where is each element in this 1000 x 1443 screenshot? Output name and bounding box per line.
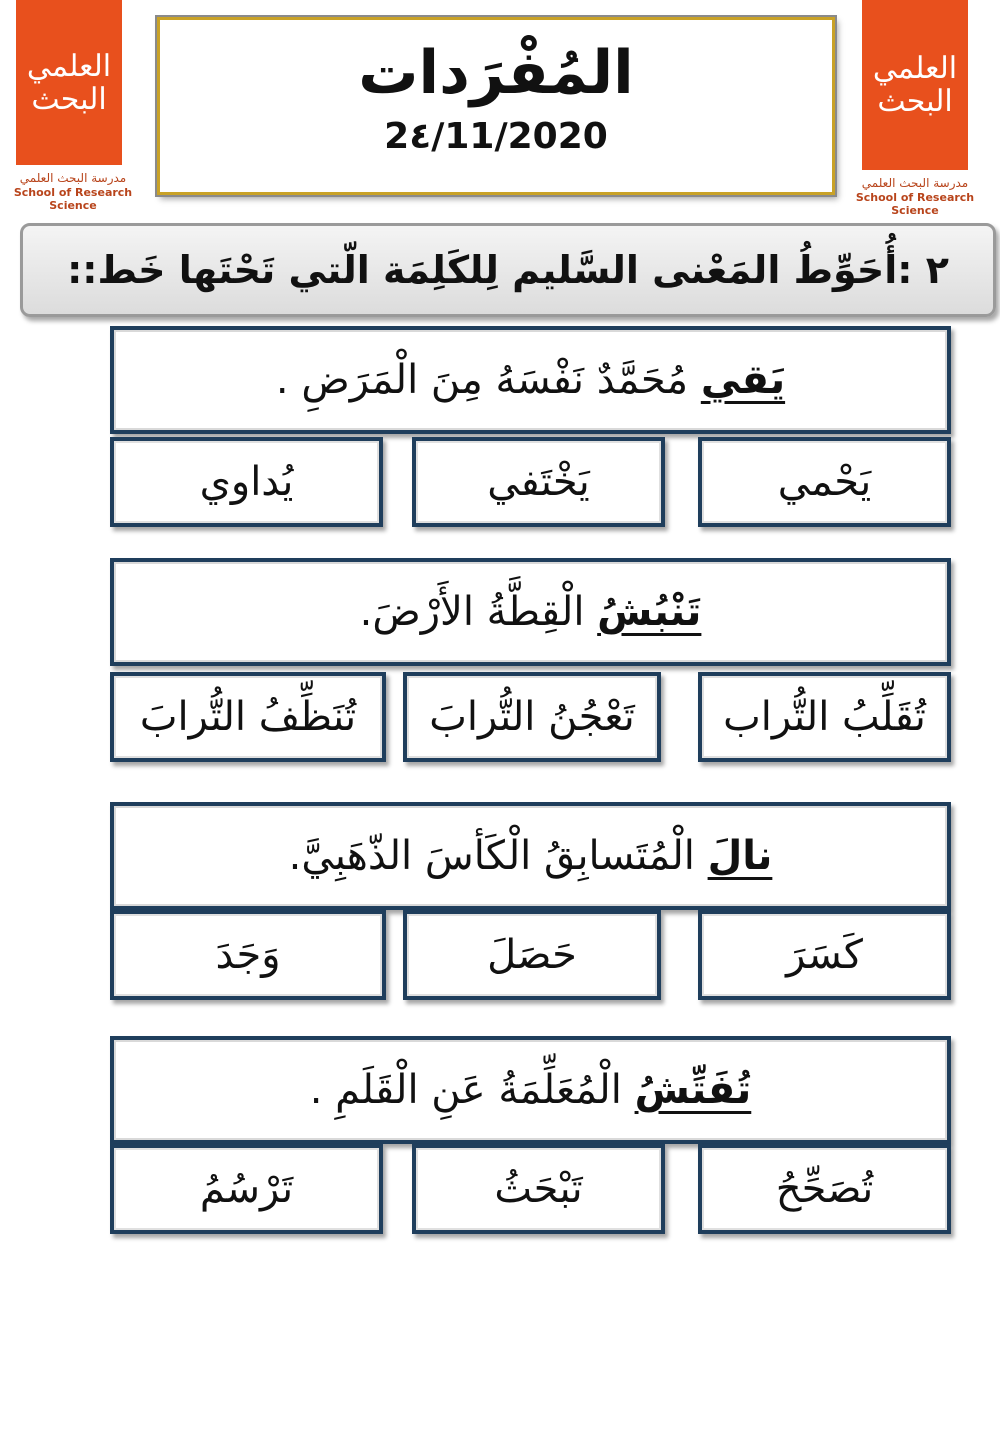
- logo-english-name: School of Research Science: [13, 186, 133, 212]
- title-box: [157, 17, 835, 195]
- question-sentence-1: [110, 326, 951, 434]
- logo-emblem: [862, 0, 968, 170]
- logo-arabic-name: مدرسة البحث العلمي: [861, 176, 969, 190]
- logo-arabic-name: مدرسة البحث العلمي: [19, 171, 127, 185]
- sentence-rest: الْقِطَّةُ الأَرْضَ.: [359, 589, 598, 635]
- target-word: تَنْبُشُ: [597, 589, 702, 635]
- option-2-3[interactable]: تُنَظِّفُ التُّرابَ: [110, 672, 386, 762]
- instruction-banner: [20, 223, 996, 317]
- school-logo-left: [0, 0, 148, 215]
- option-2-2[interactable]: تَعْجُنُ التُّرابَ: [403, 672, 661, 762]
- option-1-1[interactable]: يَحْمي: [698, 437, 951, 527]
- option-1-3[interactable]: يُداوي: [110, 437, 383, 527]
- logo-calligraphy: العلمي البحث: [872, 51, 958, 119]
- logo-calligraphy: العلمي البحث: [26, 48, 112, 117]
- sentence-rest: الْمُعَلِّمَةُ عَنِ الْقَلَمِ .: [309, 1067, 635, 1113]
- target-word: نالَ: [707, 833, 773, 879]
- logo-emblem: [16, 0, 122, 165]
- question-sentence-2: [110, 558, 951, 666]
- sentence-rest: مُحَمَّدٌ نَفْسَهُ مِنَ الْمَرَضِ .: [275, 357, 701, 403]
- sentence-rest: الْمُتَسابِقُ الْكَأسَ الذّهَبِيَّ.: [288, 833, 708, 879]
- question-sentence-4: [110, 1036, 951, 1144]
- page-date: 2٤/11/2020: [384, 116, 608, 157]
- target-word: يَقي: [700, 357, 786, 403]
- option-3-2[interactable]: حَصَلَ: [403, 910, 661, 1000]
- option-4-1[interactable]: تُصَحِّحُ: [698, 1144, 951, 1234]
- option-4-2[interactable]: تَبْحَثُ: [412, 1144, 665, 1234]
- option-3-1[interactable]: كَسَرَ: [698, 910, 951, 1000]
- option-2-1[interactable]: تُقَلِّبُ التُّراب: [698, 672, 951, 762]
- instruction-text: ٢ :أُحَوِّطُ المَعْنى السَّليم لِلكَلِمَة الّتي تَحْتَها خَط::: [67, 248, 949, 292]
- question-sentence-3: [110, 802, 951, 910]
- logo-english-name: School of Research Science: [855, 191, 975, 217]
- school-logo-right: [840, 0, 990, 215]
- option-4-3[interactable]: تَرْسُمُ: [110, 1144, 383, 1234]
- page-title: المُفْرَدات: [358, 38, 634, 108]
- option-3-3[interactable]: وَجَدَ: [110, 910, 386, 1000]
- option-1-2[interactable]: يَخْتَفي: [412, 437, 665, 527]
- target-word: تُفَتِّشُ: [634, 1067, 752, 1113]
